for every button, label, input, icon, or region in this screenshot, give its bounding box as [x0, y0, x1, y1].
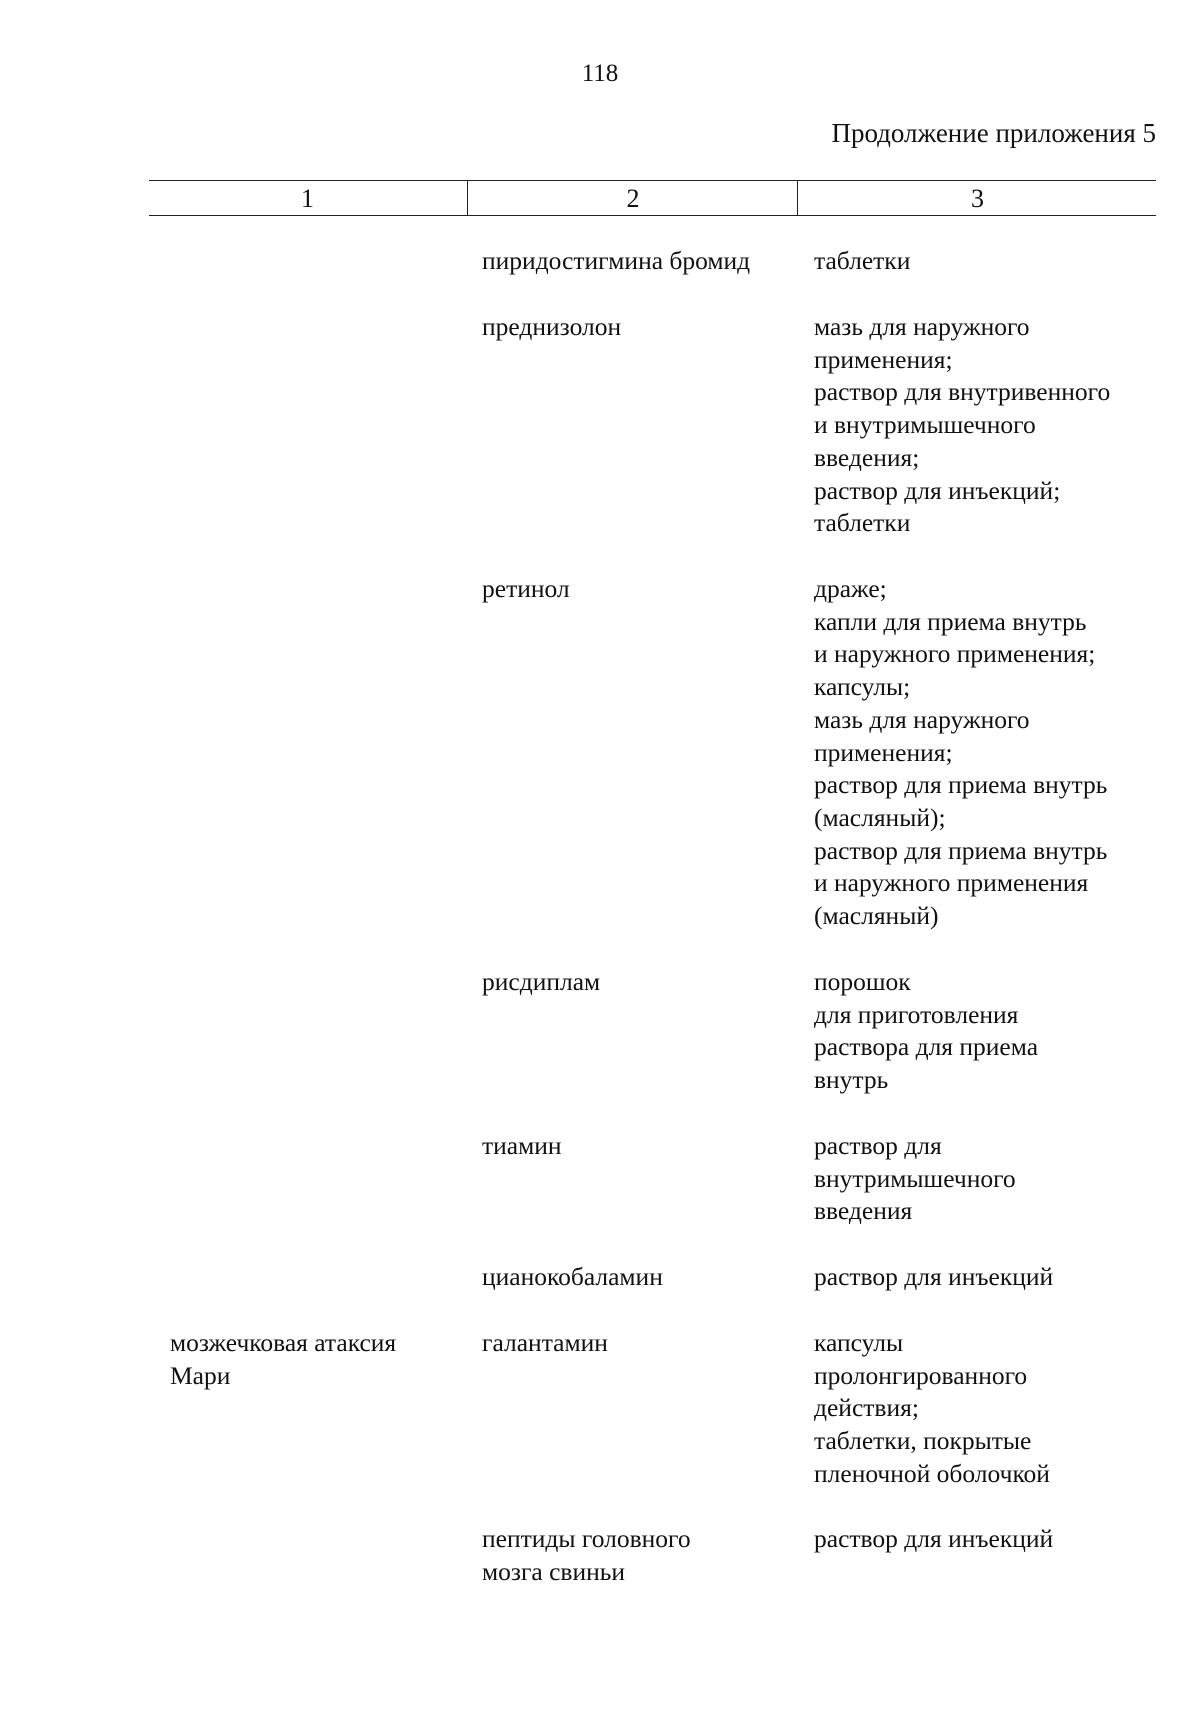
dosage-form-cell: раствор для внутримышечного введения — [814, 1131, 1016, 1226]
drug-cell: пиридостигмина бромид — [482, 246, 751, 275]
dosage-form-cell: таблетки — [814, 246, 911, 275]
table-row — [0, 1327, 1200, 1523]
table-row — [0, 1130, 1200, 1261]
drug-cell: преднизолон — [482, 312, 622, 341]
table-row — [0, 245, 1200, 311]
appendix-caption: Продолжение приложения 5 — [831, 118, 1156, 148]
table-row — [0, 573, 1200, 966]
drug-cell: ретинол — [482, 574, 570, 603]
dosage-form-cell: драже; капли для приема внутрь и наружного применения; капсулы; мазь для наружного применения; раствор для приема внутрь (масляный); раствор для приема внутрь и наружного применения (масляный) — [814, 574, 1108, 931]
drug-cell: галантамин — [482, 1328, 608, 1357]
table-header — [149, 180, 1156, 216]
dosage-form-cell: раствор для инъекций — [814, 1262, 1054, 1291]
drug-cell: тиамин — [482, 1131, 562, 1160]
dosage-form-cell: раствор для инъекций — [814, 1524, 1054, 1553]
drug-cell: рисдиплам — [482, 967, 601, 996]
header-col-3: 3 — [797, 181, 1157, 215]
table-row — [0, 1523, 1200, 1603]
drug-cell: цианокобаламин — [482, 1262, 663, 1291]
dosage-form-cell: мазь для наружного применения; раствор для внутривенного и внутримышечного введения; раствор для инъекций; таблетки — [814, 312, 1111, 538]
page-number: 118 — [581, 60, 619, 87]
disease-cell: мозжечковая атаксия Мари — [170, 1328, 397, 1390]
dosage-form-cell: порошок для приготовления раствора для приема внутрь — [814, 967, 1039, 1095]
table-row — [0, 311, 1200, 573]
drug-cell: пептиды головного мозга свиньи — [482, 1524, 691, 1586]
table-body — [0, 245, 1200, 1603]
header-col-2: 2 — [467, 181, 798, 215]
dosage-form-cell: капсулы пролонгированного действия; таблетки, покрытые пленочной оболочкой — [814, 1328, 1050, 1488]
table-row — [0, 1261, 1200, 1327]
table-row — [0, 966, 1200, 1130]
header-col-1: 1 — [301, 184, 314, 213]
